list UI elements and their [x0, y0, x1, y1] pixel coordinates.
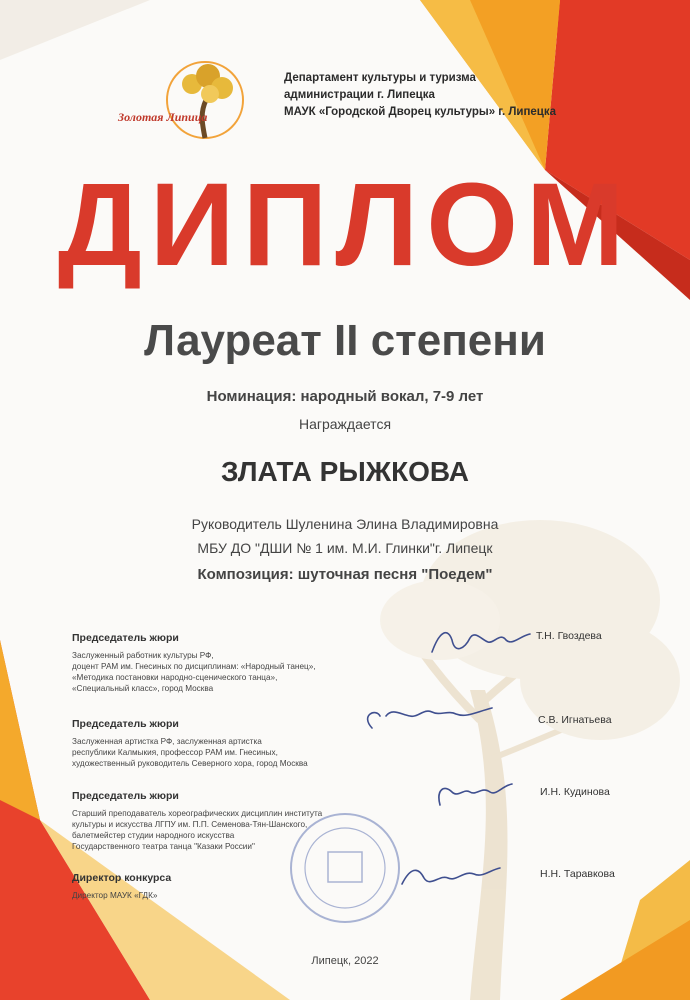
jury-desc-line: Государственного театра танца "Казаки России": [72, 842, 255, 851]
director-title: Директор конкурса: [72, 872, 172, 884]
jury-name: С.В. Игнатьева: [538, 714, 612, 726]
director-name: Н.Н. Таравкова: [540, 868, 615, 880]
jury-title: Председатель жюри: [72, 632, 179, 644]
jury-block: [72, 790, 322, 852]
jury-block: [72, 632, 316, 694]
leader-line: Руководитель Шуленина Элина Владимировна: [191, 516, 499, 532]
recipient-name: ЗЛАТА РЫЖКОВА: [221, 456, 469, 487]
jury-desc-line: Заслуженный работник культуры РФ,: [72, 651, 214, 660]
jury-block: [72, 718, 308, 769]
jury-desc-line: «Специальный класс», город Москва: [72, 684, 214, 693]
org-line: Департамент культуры и туризма: [284, 72, 476, 84]
director-block: [72, 872, 171, 901]
jury-desc-line: доцент РАМ им. Гнесиных по дисциплинам: «Народный танец»,: [72, 662, 316, 671]
director-desc: Директор МАУК «ГДК»: [72, 891, 158, 900]
jury-title: Председатель жюри: [72, 790, 179, 802]
diploma-title: ДИПЛОМ: [57, 159, 633, 291]
jury-desc-line: балетмейстер студии народного искусства: [72, 831, 235, 840]
org-line: МАУК «Городской Дворец культуры» г. Липецка: [284, 106, 557, 118]
jury-name: И.Н. Кудинова: [540, 786, 610, 798]
school-line: МБУ ДО "ДШИ № 1 им. М.И. Глинки"г. Липецк: [197, 540, 493, 556]
jury-name: Т.Н. Гвоздева: [536, 630, 602, 642]
jury-desc-line: «Методика постановки народно-сценического танца»,: [72, 673, 278, 682]
jury-desc-line: Старший преподаватель хореографических дисциплин института: [72, 809, 323, 818]
tree-logo-icon: [110, 58, 260, 148]
jury-desc-line: Заслуженная артистка РФ, заслуженная артистка: [72, 737, 262, 746]
organization-header: [284, 70, 556, 121]
jury-desc-line: культуры и искусства ЛГПУ им. П.П. Семенова-Тян-Шанского,: [72, 820, 308, 829]
festival-logo: [110, 58, 260, 148]
composition-line: Композиция: шуточная песня "Поедем": [197, 566, 493, 583]
nomination: Номинация: народный вокал, 7-9 лет: [206, 388, 484, 405]
logo-text: Золотая Липица: [118, 110, 208, 124]
jury-desc-line: республики Калмыкия, профессор РАМ им. Гнесиных,: [72, 748, 278, 757]
place-and-year: Липецк, 2022: [311, 955, 379, 967]
jury-desc-line: художественный руководитель Северного хора, город Москва: [72, 759, 308, 768]
awarded-label: Награждается: [298, 416, 392, 432]
laureate-degree: Лауреат II степени: [144, 316, 546, 365]
jury-title: Председатель жюри: [72, 718, 179, 730]
org-line: администрации г. Липецка: [284, 89, 435, 101]
